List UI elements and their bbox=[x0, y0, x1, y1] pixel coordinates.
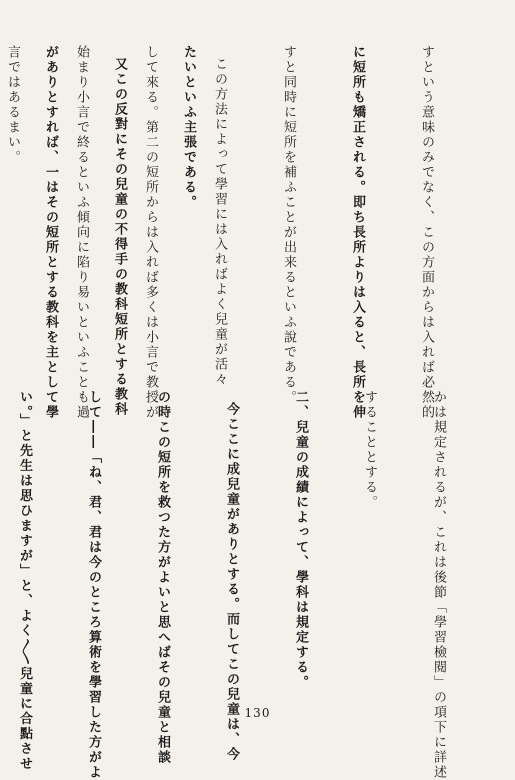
upper-left-text-block bbox=[36, 45, 246, 420]
text-column: して來る。第二の短所からは入れば多くは小言で教授が bbox=[143, 45, 158, 420]
text-column: することとする。 bbox=[362, 390, 377, 510]
text-column: がありとすれば、一はその短所とする教科を主として學 bbox=[43, 45, 58, 420]
text-column: すと同時に短所を補ふことが出来るといふ說である。 bbox=[281, 45, 296, 405]
text-column: 言ではあるまい。 bbox=[5, 45, 20, 165]
text-column: い。」と先生は思ひますが」と、よく〳〵兒童に合點させ bbox=[17, 390, 32, 772]
text-column: この方法によって學習には入ればよく兒童が活々 bbox=[212, 57, 227, 387]
text-column: に短所も矯正される。即ち長所よりは入ると、長所を伸 bbox=[350, 45, 365, 420]
text-column: かは規定されるが、これは後節「學習檢閱」の項下に詳述 bbox=[431, 390, 446, 780]
text-column: 又この反對にその兒童の不得手の教科短所とする教科 bbox=[112, 57, 127, 417]
page-number: 130 bbox=[244, 706, 271, 720]
text-column: すという意味のみでなく、この方面からは入れば必然的 bbox=[419, 45, 434, 420]
text-column: 二、兒童の成績によって、學科は規定する。 bbox=[293, 390, 308, 690]
text-column: して――「ね、君、君は今のところ算術を學習した方がよ bbox=[86, 390, 101, 780]
text-column: たいといふ主張である。 bbox=[181, 45, 196, 210]
text-column: の時この短所を救つた方がよいと思へばその兒童と相談 bbox=[155, 390, 170, 765]
text-column: 始まり小言で終るといふ傾向に陷り易いといふことも過 bbox=[74, 45, 89, 420]
text-column: 今ここに成兒童がありとする。而してこの兒童は、今 bbox=[224, 402, 239, 762]
